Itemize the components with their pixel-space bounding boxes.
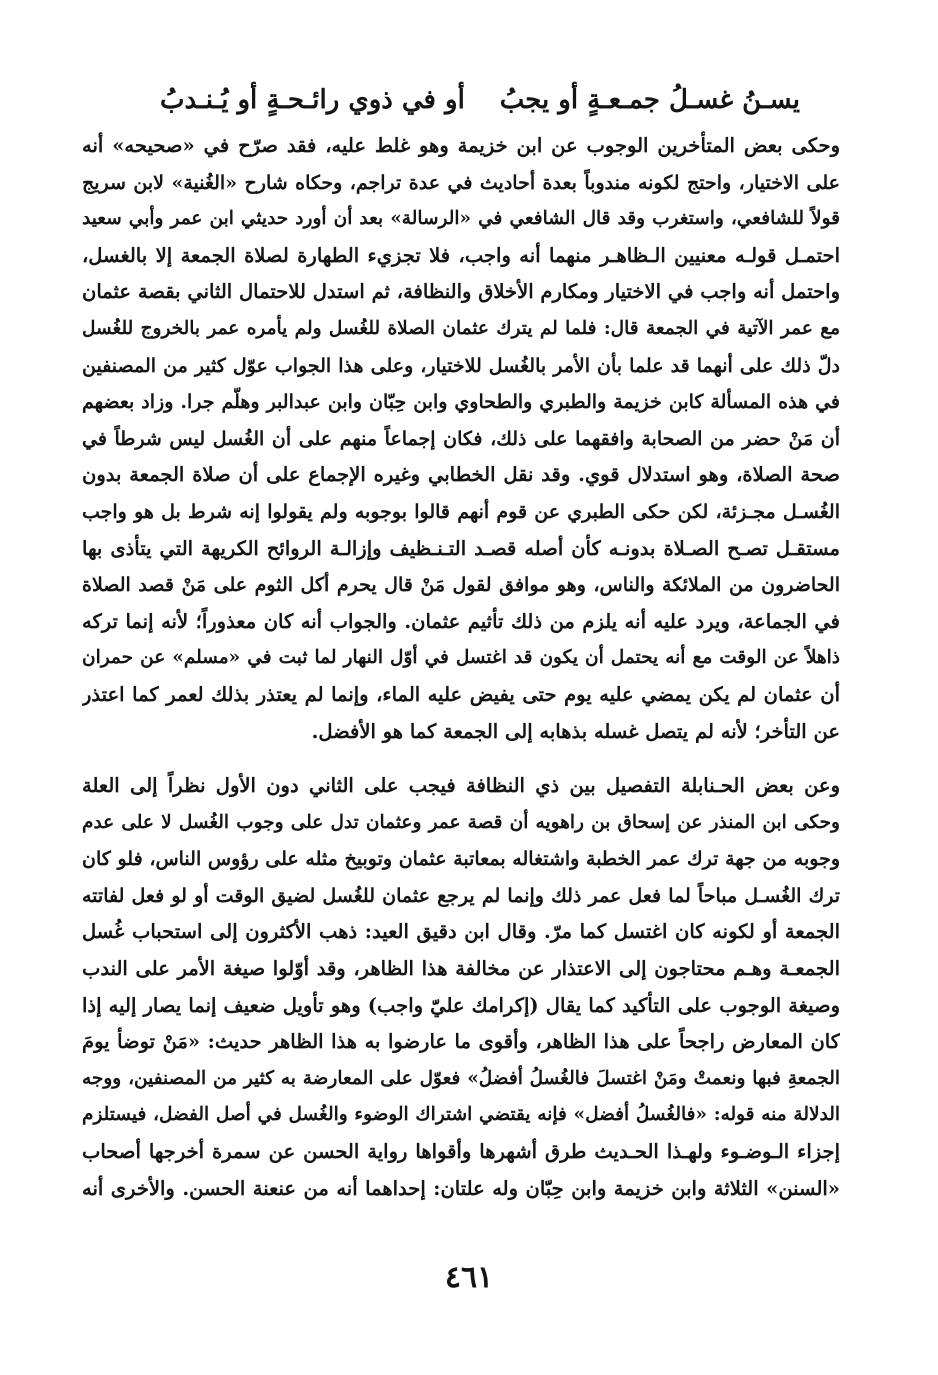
- text-line: عن التأخر؛ لأنه لم يتصل غسله بذهابه إلى الجمعة كما هو الأفضل.: [311, 719, 840, 743]
- paragraph-gap: [82, 750, 840, 768]
- text-line: في هذه المسألة كابن خزيمة والطبري والطحاوي وابن حِبّان وابن عبدالبر وهلّم جرا. وزاد بعضهم: [82, 391, 840, 414]
- text-line: الجمعةِ فبها ونعمتْ ومَنْ اغتسلَ فالغُسلُ أفضلُ» فعوّل على المعارضة به كثير من المصنفين، ووجه: [82, 1067, 840, 1089]
- text-line: وجوبه من جهة ترك عمر الخطبة واشتغاله بمعاتبة عثمان وتوبيخ مثله على رؤوس الناس، فلو كان: [82, 848, 840, 871]
- text-body: [82, 128, 840, 1207]
- text-line: إجزاء الـوضـوء ولهـذا الحـديث طرق أشهرها وأقواها رواية الحسن عن سمرة أخرجها أصحاب: [82, 1140, 840, 1164]
- text-line: الجمعة أو لكونه كان اغتسل كما مرّ. وقال ابن دقيق العيد: ذهب الأكثرون إلى استحباب غُسل: [82, 920, 840, 944]
- text-line: أن مَنْ حضر من الصحابة وافقهما على ذلك، فكان إجماعاً منهم على أن الغُسل ليس شرطاً في: [82, 427, 840, 450]
- verse-right-hemistich: يسـنُ غسـلُ جمـعـةٍ أو يجبُ: [499, 85, 800, 115]
- text-line: الدلالة منه قوله: «فالغُسلُ أفضل» فإنه يقتضي اشتراك الوضوء والغُسل في أصل الفضل، فيستلزم: [82, 1104, 840, 1126]
- text-line: «السنن» الثلاثة وابن خزيمة وابن حِبّان وله علتان: إحداهما أنه من عنعنة الحسن. والأخرى أنه: [82, 1176, 840, 1200]
- text-line: دلّ ذلك على أنهما قد علما بأن الأمر بالغُسل للاختيار، وعلى هذا الجواب عوّل كثير من المصنفين: [82, 354, 840, 377]
- text-line: ذاهلاً عن الوقت مع أنه يحتمل أن يكون قد اغتسل في أوّل النهار لما ثبت في «مسلم» عن حمران: [82, 647, 840, 669]
- text-line: وحكى بعض المتأخرين الوجوب عن ابن خزيمة وهو غلط عليه، فقد صرّح في «صحيحه» أنه: [82, 134, 840, 157]
- text-line: مستقـل تصـح الصـلاة بدونـه كأن أصله قصـد التـنـظيف وإزالـة الروائح الكريهة التي يتأذى بها: [82, 536, 840, 560]
- paragraph-2: [82, 768, 840, 1207]
- text-line: في الجماعة، ويرد عليه أنه يلزم من ذلك تأثيم عثمان. والجواب أنه كان معذوراً؛ لأنه إنما تركه: [82, 609, 840, 633]
- text-line: صحة الصلاة، وهو استدلال قوي. وقد نقل الخطابي وغيره الإجماع على أن صلاة الجمعة بدون: [82, 463, 840, 487]
- text-line: قولاً للشافعي، واستغرب وقد قال الشافعي في «الرسالة» بعد أن أورد حديثي ابن عمر وأبي سعيد: [82, 208, 840, 230]
- paragraph-1: [82, 128, 840, 750]
- text-line: وحكى ابن المنذر عن إسحاق بن راهويه أن قصة عمر وعثمان تدل على وجوب الغُسل لا على عدم: [82, 811, 840, 833]
- text-line: كان المعارض راجحاً على هذا الظاهر، وأقوى ما عارضوا به هذا الظاهر حديث: «مَنْ توضأ يومَ: [82, 1030, 840, 1054]
- text-line: ترك الغُسـل مباحاً لما فعل عمر ذلك وإنما لم يرجع عثمان للغُسل لضيق الوقت أو لو فعل لفاتته: [82, 884, 840, 907]
- verse-left-hemistich: أو في ذوي رائـحـةٍ أو يُـنـدبُ: [160, 85, 465, 115]
- text-line: وعن بعض الحـنابلة التفصيل بين ذي النظافة فيجب على الثاني دون الأول نظراً إلى العلة: [82, 774, 840, 798]
- text-line: الجمعـة وهـم محتاجون إلى الاعتذار عن مخالفة هذا الظاهر، وقد أوّلوا صيغة الأمر على الندب: [82, 957, 840, 981]
- text-line: واحتمل أنه واجب في الاختيار ومكارم الأخلاق والنظافة، ثم استدل للاحتمال الثاني بقصة عثمان: [82, 280, 840, 304]
- text-line: وصيغة الوجوب على التأكيد كما يقال (إكرامك عليّ واجب) وهو تأويل ضعيف إنما يصار إليه إذا: [82, 993, 840, 1017]
- text-line: على الاختيار، واحتج لكونه مندوباً بعدة أحاديث في عدة تراجم، وحكاه شارح «الغُنية» لابن سريج: [82, 171, 840, 194]
- text-line: مع عمر الآتية في الجمعة قال: فلما لم يترك عثمان الصلاة للغُسل ولم يأمره عمر بالخروج للغُسل: [82, 317, 840, 339]
- page-number: ٤٦١: [444, 1260, 494, 1295]
- text-line: الغُسـل مجـزئة، لكن حكى الطبري عن قوم أنهم قالوا بوجوبه ولم يقولوا إنه شرط بل هو واجب: [82, 500, 840, 523]
- verse-header: [160, 78, 800, 122]
- text-line: الحاضرون من الملائكة والناس، وهو موافق لقول مَنْ قال يحرم أكل الثوم على مَنْ قصد الصلاة: [82, 574, 840, 597]
- text-line: احتمـل قولـه معنيين الـظاهـر منهما أنه واجب، فلا تجزيء الطهارة لصلاة الجمعة إلا بالغسل،: [82, 243, 840, 267]
- text-line: أن عثمان لم يكن يمضي عليه يوم حتى يفيض عليه الماء، وإنما لم يعتذر بذلك لعمر كما اعتذر: [82, 682, 840, 706]
